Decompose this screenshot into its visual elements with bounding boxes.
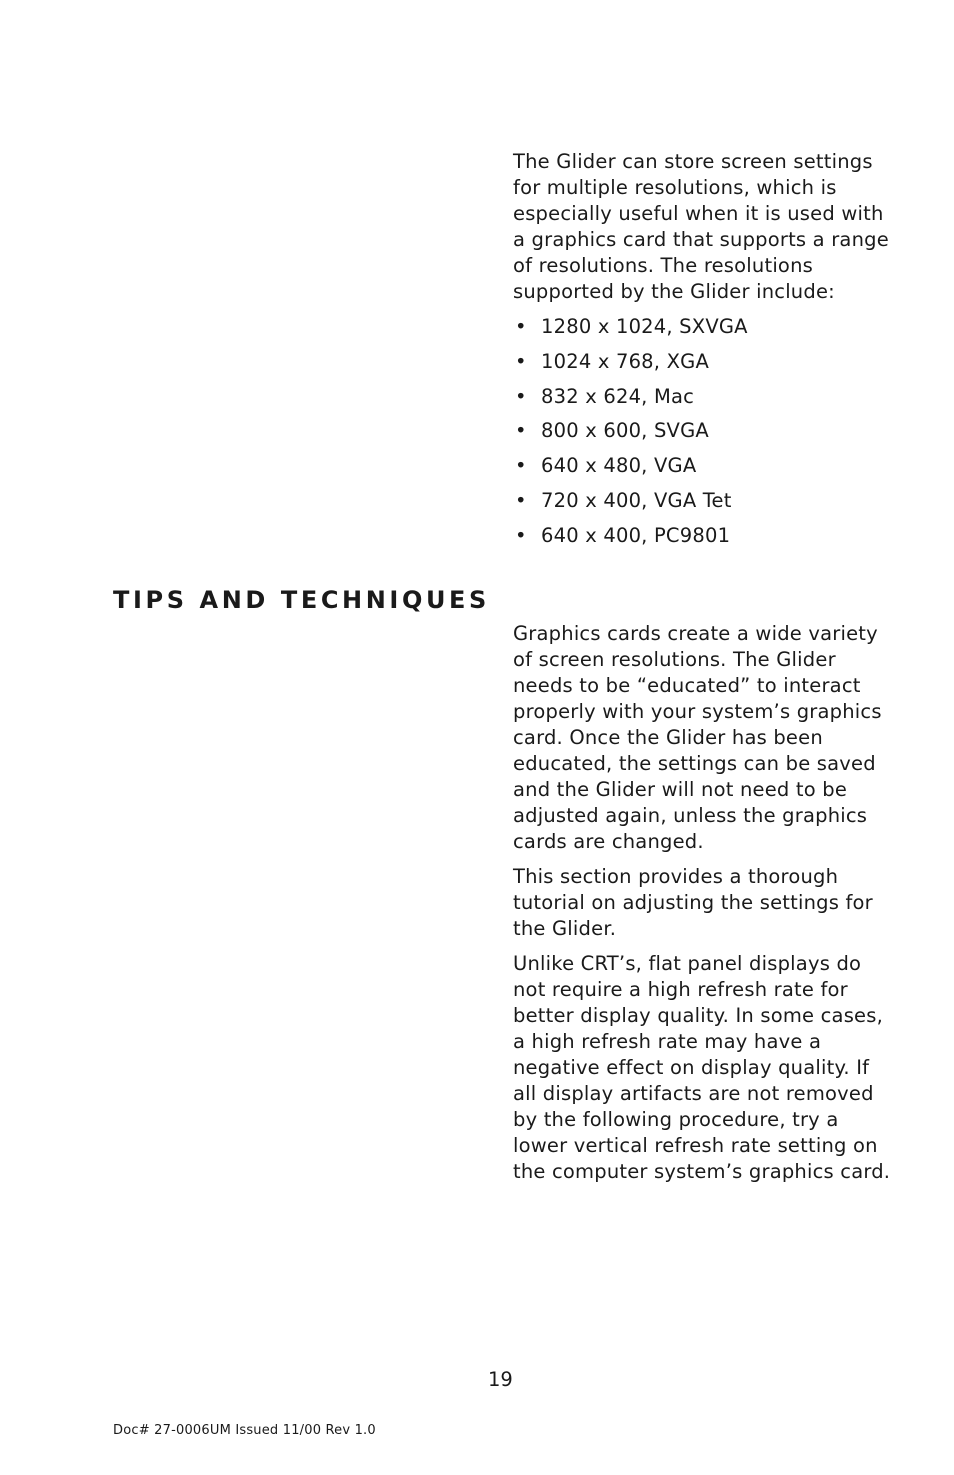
- list-item: [513, 453, 893, 488]
- list-item: [513, 523, 893, 558]
- bullet-icon: •: [515, 419, 527, 443]
- bullet-icon: •: [515, 384, 527, 408]
- list-item: [513, 349, 893, 384]
- bullet-icon: •: [515, 349, 527, 373]
- list-item: [513, 418, 893, 453]
- bullet-icon: •: [515, 315, 527, 338]
- bullet-icon: •: [515, 523, 527, 547]
- list-item-text: 1024 x 768, XGA: [541, 349, 709, 373]
- intro-paragraph: The Glider can store screen settings for multiple resolutions, which is especially useful when it is used with a graphics card that supports a range of resolutions. The resolutions supported by the Glider include:: [513, 150, 889, 303]
- list-item: [513, 384, 893, 419]
- list-item-text: 832 x 624, Mac: [541, 384, 695, 408]
- intro-section: [513, 149, 893, 558]
- tips-paragraph: Unlike CRT’s, flat panel displays do not require a high refresh rate for better display quality. In some cases, a high refresh rate may have a negative effect on display quality. If all display artifacts are not removed by the following procedure, try a lower vertical refresh rate setting on the computer system’s graphics card.: [513, 952, 891, 1183]
- list-item-text: 640 x 480, VGA: [541, 454, 697, 478]
- resolution-list: [513, 314, 893, 558]
- list-item-text: 800 x 600, SVGA: [541, 419, 709, 443]
- bullet-icon: •: [515, 488, 527, 512]
- list-item: [513, 314, 893, 349]
- tips-section: [513, 621, 893, 1194]
- section-heading: TIPS AND TECHNIQUES: [113, 586, 490, 614]
- bullet-icon: •: [515, 454, 527, 478]
- list-item-text: 1280 x 1024, SXVGA: [541, 315, 748, 338]
- page-number: 19: [488, 1368, 513, 1391]
- tips-paragraph: This section provides a thorough tutorial on adjusting the settings for the Glider.: [513, 865, 873, 940]
- list-item: [513, 488, 893, 523]
- tips-paragraph: Graphics cards create a wide variety of screen resolutions. The Glider needs to be “educated” to interact properly with your system’s graphics card. Once the Glider has been educated, the settings can be saved and the Glider will not need to be adjusted again, unless the graphics cards are changed.: [513, 622, 882, 853]
- document-footer: Doc# 27-0006UM Issued 11/00 Rev 1.0: [113, 1423, 376, 1438]
- list-item-text: 720 x 400, VGA Tet: [541, 488, 732, 512]
- list-item-text: 640 x 400, PC9801: [541, 523, 731, 547]
